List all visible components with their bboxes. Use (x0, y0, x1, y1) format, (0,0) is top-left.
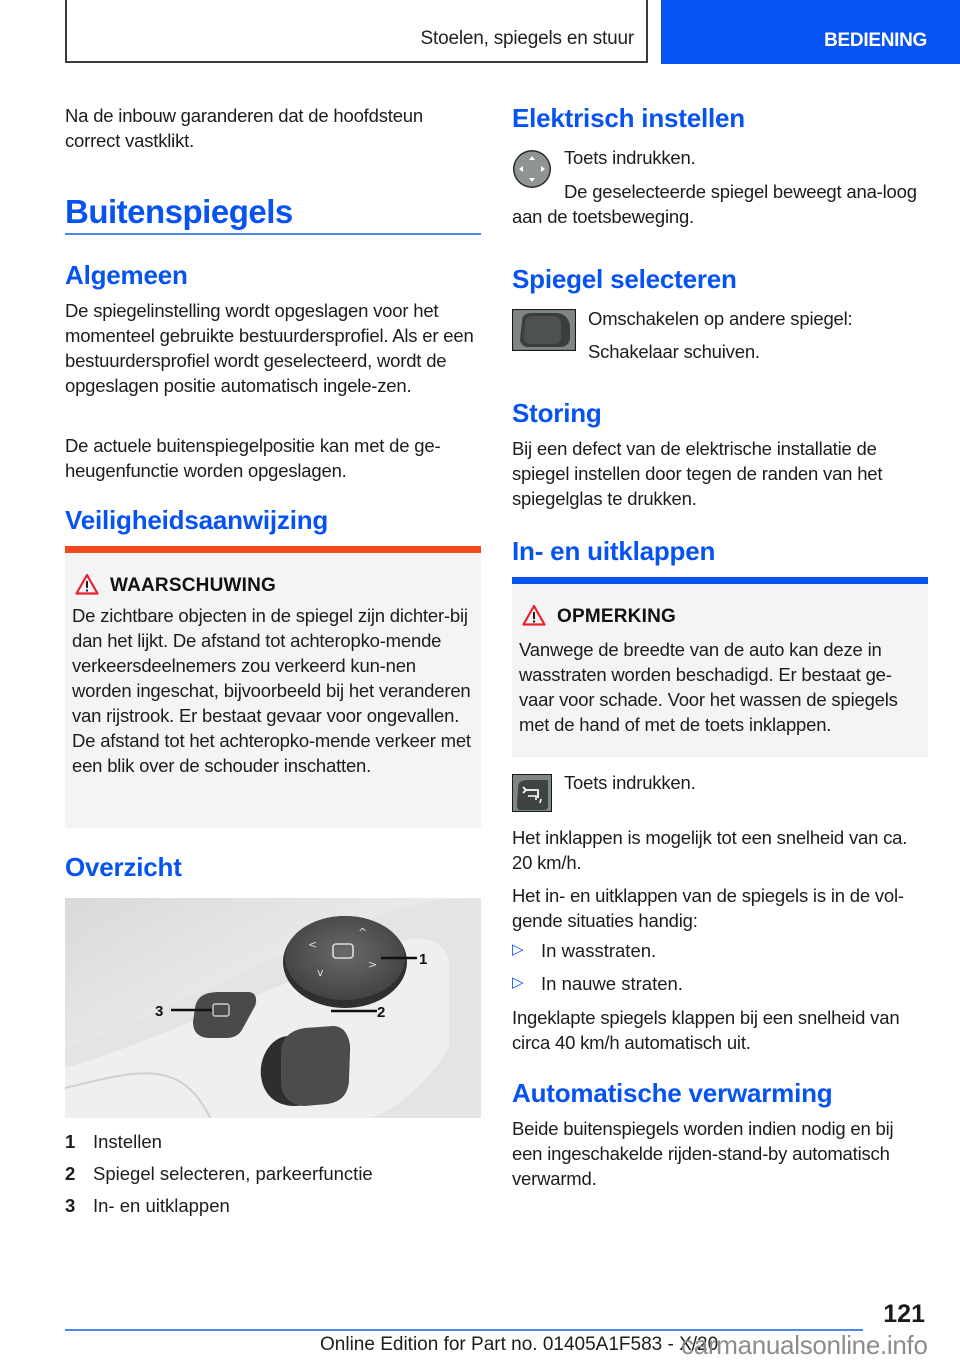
svg-text:1: 1 (419, 951, 428, 968)
heading-spiegel-selecteren: Spiegel selecteren (512, 264, 737, 294)
mirror-switch-figure (65, 898, 481, 1118)
header-section-box (65, 0, 648, 63)
warning-box (65, 546, 481, 828)
elektrisch-step: Toets indrukken. (564, 147, 696, 168)
klappen-text-1: Het inklappen is mogelijk tot een snelheid van ca. 20 km/h. (512, 827, 908, 873)
storing-text: Bij een defect van de elektrische installatie de spiegel instellen door tegen de randen van het spiegelglas te drukken. (512, 438, 883, 509)
warning-triangle-icon (75, 573, 99, 595)
fold-mirror-button-icon (512, 774, 552, 812)
heading-overzicht: Overzicht (65, 852, 182, 882)
algemeen-text-1: De spiegelinstelling wordt opgeslagen voor het momenteel gebruikte bestuurdersprofiel. Als er een bestuurdersprofiel wordt geselecteerd, wordt de opgeslagen positie automatisch ingele-zen. (65, 300, 474, 396)
svg-text:v: v (317, 966, 324, 979)
heading-storing: Storing (512, 398, 602, 428)
heading-algemeen: Algemeen (65, 260, 188, 290)
heading-veiligheidsaanwijzing: Veiligheidsaanwijzing (65, 505, 329, 535)
svg-text:2: 2 (377, 1004, 386, 1021)
warning-bar (65, 546, 481, 553)
svg-text:3: 3 (155, 1003, 164, 1020)
warning-text: De zichtbare objecten in de spiegel zijn dichter-bij dan het lijkt. De afstand tot achteropko-mende verkeersdeelnemers zou verkeerd kun-nen worden ingeschat, bijvoorbeeld bij het veranderen van rijstrook. Er bestaat gevaar voor ongevallen. De afstand tot het achteropko-mende verkeer met een blik over de schouder inschatten. (72, 605, 471, 776)
svg-text:<: < (308, 938, 318, 951)
algemeen-text-2: De actuele buitenspiegelpositie kan met de ge-heugenfunctie worden opgeslagen. (65, 435, 441, 481)
heading-elektrisch-instellen: Elektrisch instellen (512, 103, 745, 133)
watermark-link[interactable]: carmanualsonline.info (681, 1330, 928, 1360)
triangle-bullet-icon: ▷ (512, 941, 524, 958)
svg-text:^: ^ (358, 926, 368, 939)
note-text: Vanwege de breedte van de auto kan deze in wasstraten worden beschadigd. Er bestaat ge-vaar voor schade. Voor het wassen de spiegels met de hand of met de toets inklappen. (519, 639, 898, 735)
heading-rule (65, 233, 481, 235)
note-box (512, 577, 928, 757)
verwarming-text: Beide buitenspiegels worden indien nodig en bij een ingeschakelde rijden-stand-by automatisch verwarmd. (512, 1118, 894, 1189)
klappen-step: Toets indrukken. (564, 772, 696, 793)
klappen-text-3: Ingeklapte spiegels klappen bij een snelheid van circa 40 km/h automatisch uit. (512, 1007, 900, 1053)
selecteren-line-2: Schakelaar schuiven. (588, 341, 760, 362)
svg-text:>: > (368, 958, 378, 971)
mirror-select-switch-icon (512, 309, 576, 351)
heading-in-en-uitklappen: In- en uitklappen (512, 536, 716, 566)
warning-triangle-icon (522, 604, 546, 626)
heading-automatische-verwarming: Automatische verwarming (512, 1078, 833, 1108)
section-title: Stoelen, spiegels en stuur (420, 28, 634, 49)
heading-buitenspiegels: Buitenspiegels (65, 193, 293, 230)
elektrisch-text: De geselecteerde spiegel beweegt ana-loog aan de toetsbeweging. (512, 181, 917, 227)
warning-title: WAARSCHUWING (110, 575, 276, 596)
klappen-text-2: Het in- en uitklappen van de spiegels is in de vol-gende situaties handig: (512, 885, 904, 931)
chapter-tab-label: BEDIENING (824, 30, 927, 51)
note-title: OPMERKING (557, 606, 676, 627)
triangle-bullet-icon: ▷ (512, 974, 524, 991)
note-bar (512, 577, 928, 584)
intro-text: Na de inbouw garanderen dat de hoofdsteun correct vastklikt. (65, 105, 423, 151)
selecteren-line-1: Omschakelen op andere spiegel: (588, 308, 853, 329)
page-number: 121 (883, 1300, 925, 1328)
edition-text: Online Edition for Part no. 01405A1F583 - X/20 (320, 1334, 719, 1355)
chapter-tab[interactable] (661, 0, 960, 64)
